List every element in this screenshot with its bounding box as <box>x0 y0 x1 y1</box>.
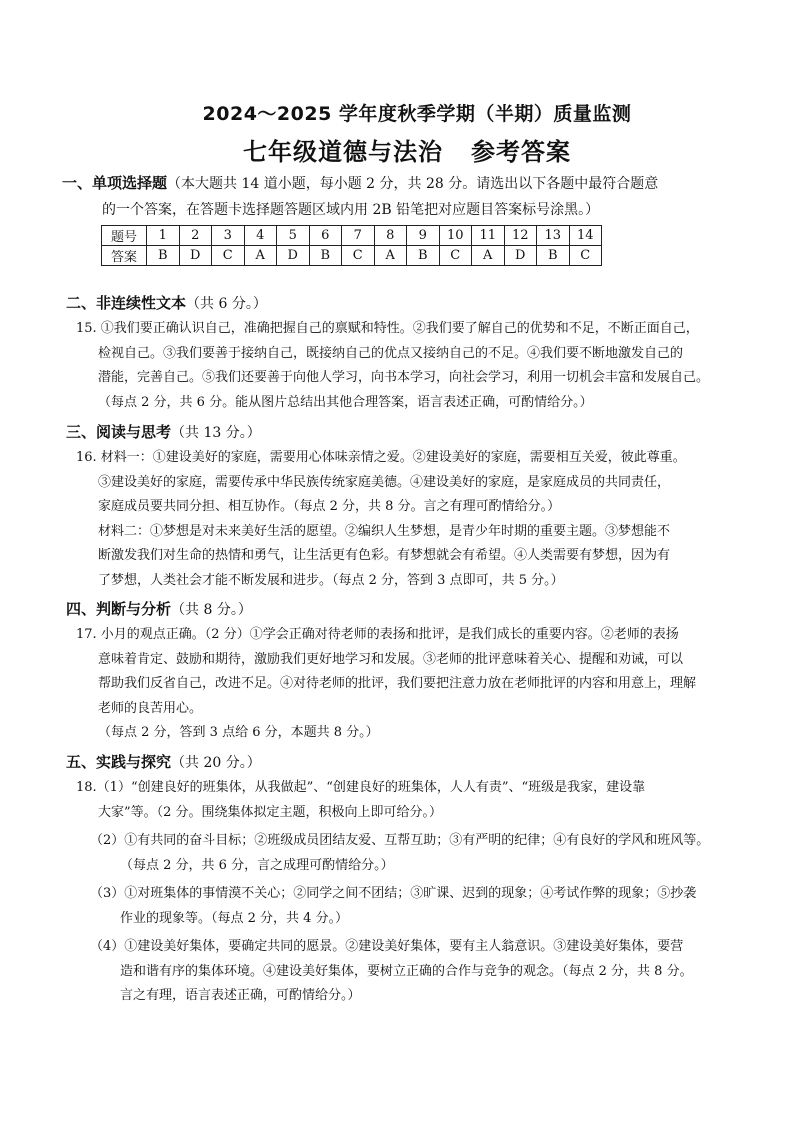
text-line: 15. ①我们要正确认识自己，准确把握自己的禀赋和特性。②我们要了解自己的优势和不足，不断正面自己， <box>76 321 699 336</box>
text-line: 潜能，完善自己。⑤我们还要善于向他人学习，向书本学习，向社会学习，利用一切机会丰富和发展自己。 <box>98 370 710 385</box>
answer-cell: B <box>407 246 440 266</box>
answer-q17-score: （每点 2 分，答到 3 点给 6 分，本题共 8 分。） <box>98 725 379 740</box>
section-practice-inquiry <box>66 750 726 1009</box>
answer-cell: B <box>147 246 180 266</box>
section-note-continued: 的一个答案，在答题卡选择题答题区域内用 2B 铅笔把对应题目答案标号涂黑。） <box>102 202 600 218</box>
text-line: 断激发我们对生命的热情和勇气，让生活更有色彩。有梦想就会有希望。④人类需要有梦想，因为有 <box>98 548 671 563</box>
section-note: （共 20 分。） <box>171 755 261 771</box>
section-non-continuous-text <box>66 291 726 415</box>
section-judgment-analysis <box>66 597 726 746</box>
answer-q18-part4 <box>76 935 726 1009</box>
answer-key-label: 参考答案 <box>471 138 571 166</box>
question-number-cell: 9 <box>407 226 440 246</box>
section-note: （共 8 分。） <box>171 602 252 618</box>
answer-cell: C <box>569 246 602 266</box>
text-line: 检视自己。③我们要善于接纳自己，既接纳自己的优点又接纳自己的不足。④我们要不断地激发自己的 <box>98 345 684 361</box>
table-row-answers <box>102 246 602 266</box>
answer-q16-material1 <box>76 446 726 520</box>
answer-table <box>101 225 602 266</box>
question-number-cell: 5 <box>277 226 310 246</box>
text-line: （4）①建设美好集体，要确定共同的愿景。②建设美好集体，要有主人翁意识。③建设美好集体，要营 <box>90 939 684 954</box>
question-number-cell: 10 <box>439 226 472 246</box>
answer-cell: A <box>472 246 505 266</box>
question-number-cell: 8 <box>374 226 407 246</box>
text-line: 17. 小月的观点正确。（2 分）①学会正确对待老师的表扬和批评，是我们成长的重要内容。②老师的表扬 <box>76 627 679 642</box>
question-number-cell: 6 <box>309 226 342 246</box>
question-number-cell: 13 <box>537 226 570 246</box>
text-line: 老师的良苦用心。 <box>98 700 203 716</box>
answer-q16-material2 <box>76 520 726 594</box>
answer-cell: A <box>374 246 407 266</box>
table-header-cell: 题号 <box>102 226 147 246</box>
document-title <box>0 132 794 167</box>
exam-title: 2024～2025 学年度秋季学期（半期）质量监测 <box>202 103 632 125</box>
question-number-cell: 4 <box>244 226 277 246</box>
question-number-cell: 11 <box>472 226 505 246</box>
text-line: （每点 2 分，共 6 分，言之成理可酌情给分。） <box>120 857 394 873</box>
text-line: 大家”等。（2 分。围绕集体拟定主题，积极向上即可给分。） <box>98 804 443 820</box>
answer-cell: D <box>277 246 310 266</box>
answer-cell: C <box>439 246 472 266</box>
answer-cell: D <box>504 246 537 266</box>
text-line: 帮助我们反省自己，改进不足。④对待老师的批评，我们要把注意力放在老师批评的内容和用意上，理解 <box>98 676 697 691</box>
question-number-cell: 7 <box>342 226 375 246</box>
answer-q15 <box>76 317 726 415</box>
answer-q17 <box>76 623 726 721</box>
answer-q18-part3 <box>76 882 726 931</box>
answer-cell: B <box>309 246 342 266</box>
section-single-choice <box>62 170 732 223</box>
question-number-cell: 1 <box>147 226 180 246</box>
text-line: 言之有理，语言表述正确，可酌情给分。） <box>120 988 361 1003</box>
section-heading: 二、非连续性文本 <box>66 294 187 312</box>
text-line: 作业的现象等。（每点 2 分，共 4 分。） <box>120 910 349 926</box>
question-number-cell: 12 <box>504 226 537 246</box>
section-heading: 五、实践与探究 <box>66 753 172 771</box>
text-line: ③建设美好的家庭，需要传承中华民族传统家庭美德。④建设美好的家庭，是家庭成员的共同责任， <box>98 474 671 490</box>
section-reading-thinking <box>66 420 726 593</box>
text-line: 家庭成员要共同分担、相互协作。（每点 2 分，共 8 分。言之有理可酌情给分。） <box>98 499 561 514</box>
section-note: （本大题共 14 道小题，每小题 2 分，共 28 分。请选出以下各题中最符合题意 <box>167 176 659 192</box>
text-line: 18.（1）“创建良好的班集体，从我做起”、“创建良好的班集体，人人有责”、“班级是我家，建设靠 <box>76 780 646 795</box>
section-note: （共 13 分。） <box>171 425 261 441</box>
question-number-cell: 14 <box>569 226 602 246</box>
answer-cell: B <box>537 246 570 266</box>
answer-cell: C <box>342 246 375 266</box>
subject-title: 七年级道德与法治 <box>243 138 443 166</box>
table-row-question-numbers <box>102 226 602 246</box>
text-line: 16. 材料一：①建设美好的家庭，需要用心体味亲情之爱。②建设美好的家庭，需要相互关爱，彼此尊重。 <box>76 450 686 465</box>
answer-cell: A <box>244 246 277 266</box>
text-line: 造和谐有序的集体环境。④建设美好集体，要树立正确的合作与竞争的观念。（每点 2 分，共 8 分。 <box>120 963 693 979</box>
section-note: （共 6 分。） <box>186 296 267 312</box>
section-heading: 四、判断与分析 <box>66 600 172 618</box>
text-line: 了梦想，人类社会才能不断发展和进步。（每点 2 分，答到 3 点即可，共 5 分。） <box>98 572 564 588</box>
answer-q18-part2 <box>76 829 726 878</box>
text-line: 材料二：①梦想是对未来美好生活的愿望。②编织人生梦想，是青少年时期的重要主题。③梦想能不 <box>98 523 671 539</box>
answer-cell: C <box>212 246 245 266</box>
section-heading: 一、单项选择题 <box>62 174 168 192</box>
question-number-cell: 2 <box>179 226 212 246</box>
text-line: 意味着肯定、鼓励和期待，激励我们更好地学习和发展。③老师的批评意味着关心、提醒和劝诫，可以 <box>98 651 684 667</box>
table-header-cell: 答案 <box>102 246 147 266</box>
text-line: （3）①对班集体的事情漠不关心；②同学之间不团结；③旷课、迟到的现象；④考试作弊的现象；⑤抄袭 <box>90 886 697 901</box>
question-number-cell: 3 <box>212 226 245 246</box>
text-line: （每点 2 分，共 6 分。能从图片总结出其他合理答案，语言表述正确，可酌情给分。） <box>98 394 593 410</box>
answer-q18-part1 <box>76 776 726 825</box>
section-heading: 三、阅读与思考 <box>66 423 172 441</box>
text-line: （2）①有共同的奋斗目标；②班级成员团结友爱、互帮互助；③有严明的纪律；④有良好的学风和班风等。 <box>90 833 710 848</box>
answer-cell: D <box>179 246 212 266</box>
